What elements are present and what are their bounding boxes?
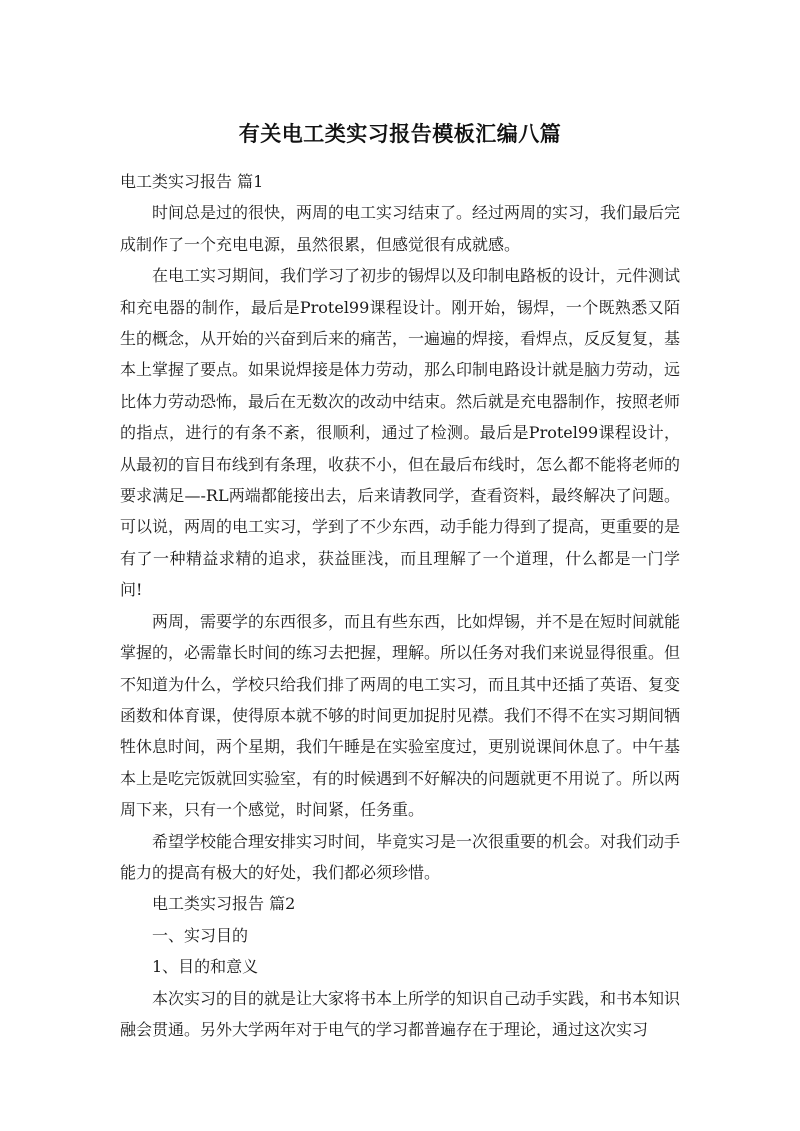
paragraph: 本次实习的目的就是让大家将书本上所学的知识自己动手实践，和书本知识融会贯通。另外大学两年对于电气的学习都普遍存在于理论，通过这次实习 bbox=[120, 988, 681, 1039]
paragraph: 希望学校能合理安排实习时间，毕竟实习是一次很重要的机会。对我们动手能力的提高有极大的好处，我们都必须珍惜。 bbox=[120, 831, 681, 882]
section-heading: 电工类实习报告 篇2 bbox=[152, 894, 296, 914]
paragraph: 在电工实习期间，我们学习了初步的锡焊以及印制电路板的设计，元件测试和充电器的制作，最后是Protel99课程设计。刚开始，锡焊，一个既熟悉又陌生的概念，从开始的兴奋到后来的痛苦，一遍遍的焊接，看焊点，反反复复，基本上掌握了要点。如果说焊接是体力劳动，那么印制电路设计就是脑力劳动，远比体力劳动恐怖，最后在无数次的改动中结束。然后就是充电器制作，按照老师的指点，进行的有条不紊，很顺利，通过了检测。最后是Protel99课程设计，从最初的盲目布线到有条理，收获不小，但在最后布线时，怎么都不能将老师的要求满足—-RL两端都能接出去，后来请教同学，查看资料，最终解决了问题。可以说，两周的电工实习，学到了不少东西，动手能力得到了提高，更重要的是有了一种精益求精的追求，获益匪浅，而且理解了一个道理，什么都是一门学问! bbox=[120, 266, 681, 600]
subheading: 一、实习目的 bbox=[152, 925, 249, 945]
section-heading: 电工类实习报告 篇1 bbox=[120, 172, 264, 191]
paragraph: 两周，需要学的东西很多，而且有些东西，比如焊锡，并不是在短时间就能掌握的，必需靠长时间的练习去把握，理解。所以任务对我们来说显得很重。但不知道为什么，学校只给我们排了两周的电工实习，而且其中还插了英语、复变函数和体育课，使得原本就不够的时间更加捉肘见襟。我们不得不在实习期间牺牲休息时间，两个星期，我们午睡是在实验室度过，更别说课间休息了。中午基本上是吃完饭就回实验室，有的时候遇到不好解决的问题就更不用说了。所以两周下来，只有一个感觉，时间紧，任务重。 bbox=[120, 611, 681, 820]
document-title: 有关电工类实习报告模板汇编八篇 bbox=[238, 122, 562, 146]
document-body bbox=[120, 166, 680, 1045]
paragraph: 时间总是过的很快，两周的电工实习结束了。经过两周的实习，我们最后完成制作了一个充电电源，虽然很累，但感觉很有成就感。 bbox=[120, 203, 681, 254]
subheading: 1、目的和意义 bbox=[152, 957, 259, 977]
